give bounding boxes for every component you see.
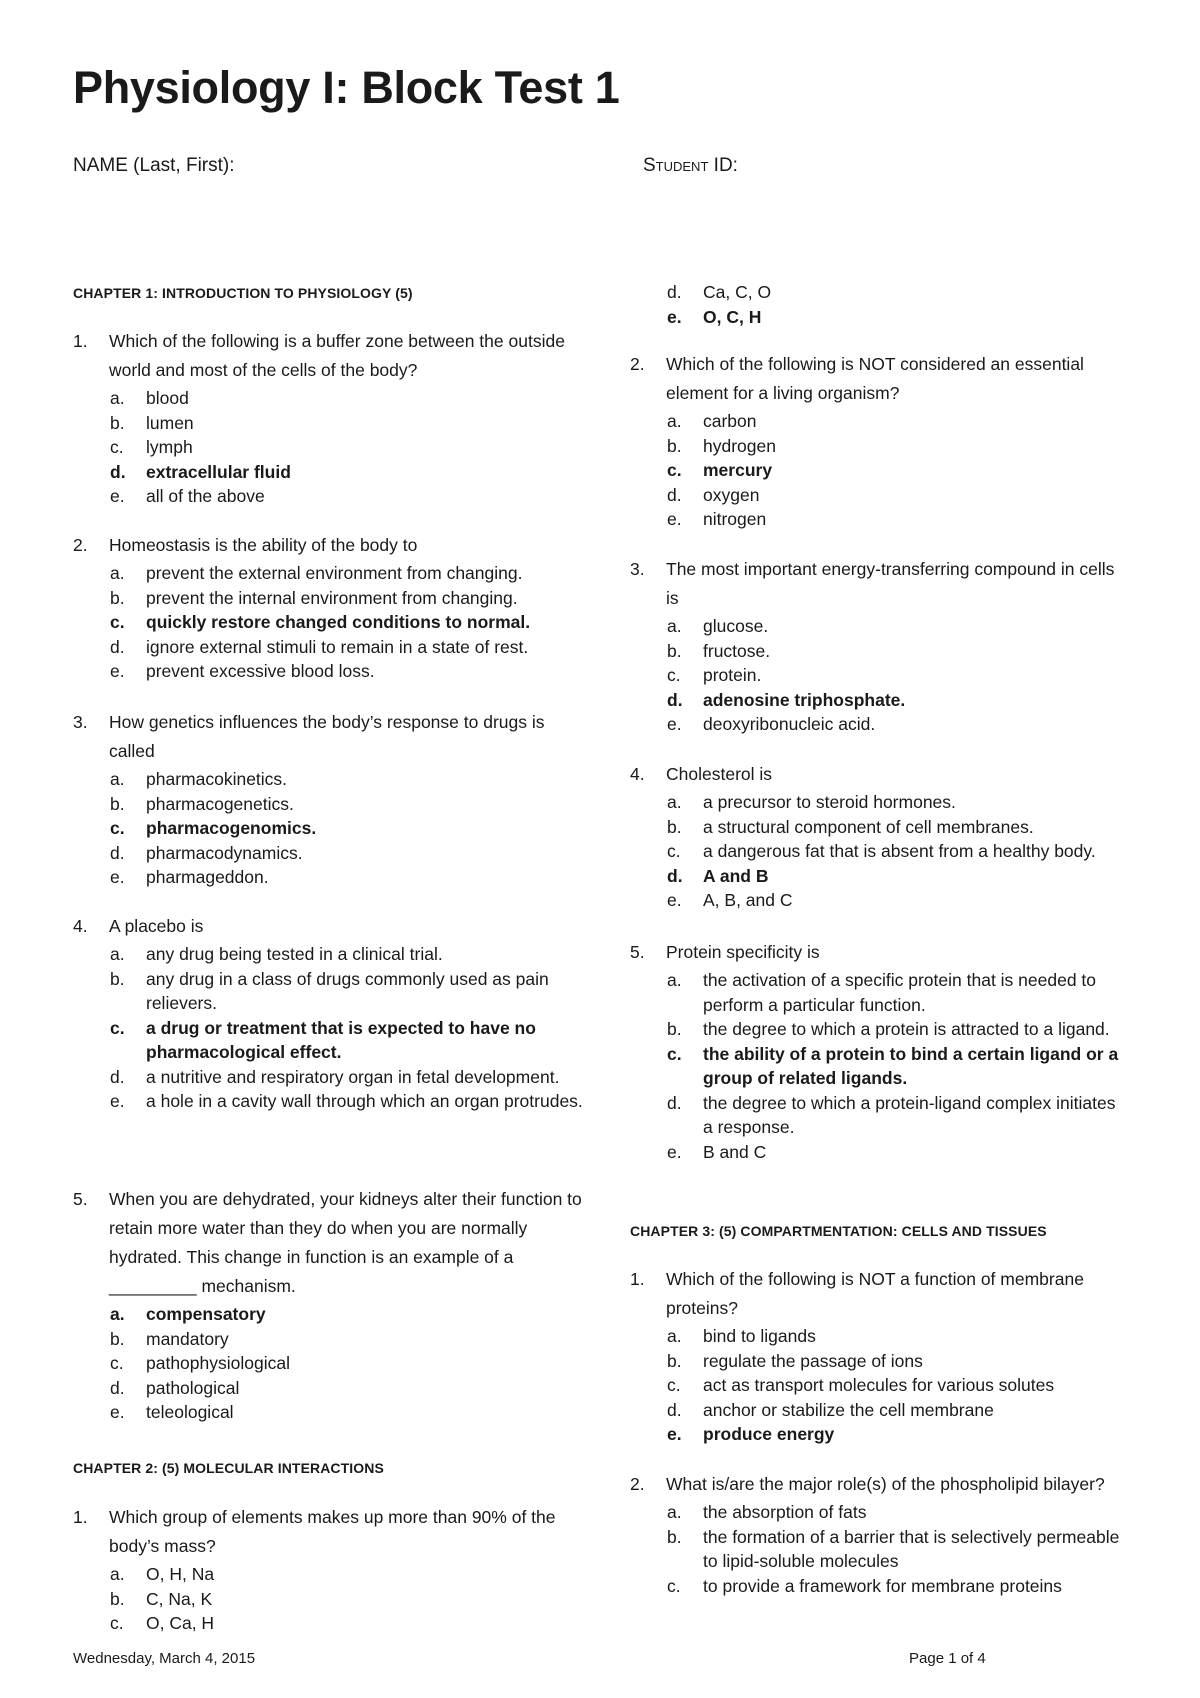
option-text: a nutritive and respiratory organ in fetal development. <box>146 1066 560 1087</box>
chapter-3-heading: CHAPTER 3: (5) COMPARTMENTATION: CELLS AND TISSUES <box>630 1223 1047 1239</box>
option-text: O, Ca, H <box>146 1613 215 1633</box>
option-text: A, B, and C <box>703 890 793 910</box>
option-letter: e. <box>667 714 682 734</box>
question-text: A placebo is <box>109 916 204 936</box>
option-text: the formation of a barrier that is selectively permeable to lipid-soluble molecules <box>703 1526 1120 1571</box>
answer-options <box>630 1500 1130 1598</box>
answer-option-correct <box>630 688 1130 713</box>
option-letter: b. <box>110 1588 125 1609</box>
option-letter: b. <box>667 1019 682 1039</box>
question-number: 1. <box>73 331 88 351</box>
option-text: pathological <box>146 1377 240 1398</box>
footer-page-number: Page 1 of 4 <box>909 1650 986 1667</box>
option-text: a hole in a cavity wall through which an organ protrudes. <box>146 1091 583 1111</box>
answer-option-correct <box>630 305 1130 330</box>
option-text: a structural component of cell membranes. <box>703 816 1034 837</box>
question-number: 2. <box>630 1474 645 1494</box>
question-number: 1. <box>630 1269 645 1289</box>
question <box>73 1503 593 1636</box>
option-text: produce energy <box>703 1424 835 1444</box>
name-label-text: NAME (Last, First): <box>73 155 235 176</box>
option-letter: e. <box>667 306 682 327</box>
option-text: B and C <box>703 1141 767 1162</box>
option-text: prevent the external environment from changing. <box>146 563 523 583</box>
option-letter: e. <box>667 890 682 910</box>
option-text: deoxyribonucleic acid. <box>703 714 876 734</box>
question <box>630 1470 1130 1598</box>
option-letter: d. <box>667 1399 682 1420</box>
answer-option <box>73 586 593 611</box>
question <box>73 531 593 684</box>
answer-option <box>630 1349 1130 1374</box>
option-text: a drug or treatment that is expected to have no pharmacological effect. <box>146 1017 536 1062</box>
option-letter: d. <box>667 484 682 505</box>
answer-option <box>630 280 1130 305</box>
answer-option <box>73 1351 593 1376</box>
option-letter: e. <box>110 486 125 506</box>
answer-options <box>73 1562 593 1636</box>
option-text: pharmacokinetics. <box>146 769 288 789</box>
question-text: Which of the following is NOT a function of membrane proteins? <box>666 1269 1084 1318</box>
student-id-label <box>643 155 738 177</box>
option-text: the degree to which a protein-ligand complex initiates a response. <box>703 1092 1116 1137</box>
answer-option <box>630 1017 1130 1042</box>
option-letter: b. <box>110 587 125 608</box>
option-letter: a. <box>667 970 682 990</box>
question <box>630 350 1130 532</box>
answer-option <box>73 1327 593 1352</box>
answer-option <box>73 411 593 436</box>
option-letter: e. <box>110 1091 125 1111</box>
option-text: nitrogen <box>703 509 767 529</box>
option-letter: b. <box>667 1526 682 1547</box>
option-letter: c. <box>667 1375 681 1395</box>
answer-option <box>73 767 593 792</box>
question-number: 2. <box>630 354 645 374</box>
question-text: What is/are the major role(s) of the phospholipid bilayer? <box>666 1474 1105 1494</box>
answer-option <box>630 968 1130 1017</box>
option-text: pharmacogenetics. <box>146 793 294 814</box>
question <box>630 555 1130 737</box>
option-letter: e. <box>110 661 125 681</box>
answer-options <box>630 409 1130 532</box>
student-id-label-text: Student ID: <box>643 155 738 176</box>
answer-option <box>630 1525 1130 1574</box>
option-letter: e. <box>667 509 682 529</box>
question-text: Which group of elements makes up more than 90% of the body’s mass? <box>109 1507 556 1556</box>
option-letter: b. <box>667 816 682 837</box>
answer-option <box>630 1574 1130 1599</box>
answer-option <box>73 561 593 586</box>
option-text: prevent the internal environment from changing. <box>146 587 518 608</box>
answer-option <box>630 1140 1130 1165</box>
question-text: Cholesterol is <box>666 764 773 784</box>
answer-option <box>630 639 1130 664</box>
option-text: any drug being tested in a clinical trial. <box>146 944 443 964</box>
question-number: 4. <box>630 764 645 784</box>
option-text: protein. <box>703 665 762 685</box>
question-number: 1. <box>73 1507 88 1527</box>
option-text: O, C, H <box>703 306 762 327</box>
answer-option <box>630 663 1130 688</box>
option-letter: d. <box>110 1066 125 1087</box>
option-letter: b. <box>667 640 682 661</box>
option-text: the ability of a protein to bind a certain ligand or a group of related ligands. <box>703 1043 1119 1088</box>
question-number: 5. <box>73 1189 88 1209</box>
answer-option <box>73 435 593 460</box>
answer-option <box>73 865 593 890</box>
option-letter: c. <box>110 818 125 838</box>
option-text: to provide a framework for membrane proteins <box>703 1575 1062 1596</box>
answer-options <box>630 968 1130 1164</box>
option-letter: a. <box>110 563 125 583</box>
answer-option-correct <box>630 458 1130 483</box>
option-text: mercury <box>703 460 773 480</box>
chapter-1-heading: CHAPTER 1: INTRODUCTION TO PHYSIOLOGY (5) <box>73 285 413 301</box>
answer-option <box>73 942 593 967</box>
option-letter: b. <box>667 435 682 456</box>
question-text: Which of the following is a buffer zone between the outside world and most of the cells of the body? <box>109 331 565 380</box>
question-continued <box>630 279 1130 329</box>
question <box>73 708 593 890</box>
answer-option <box>630 409 1130 434</box>
option-text: fructose. <box>703 640 771 661</box>
option-letter: b. <box>667 1350 682 1371</box>
answer-option-correct <box>73 610 593 635</box>
answer-option <box>73 386 593 411</box>
option-letter: a. <box>667 411 682 431</box>
answer-option <box>630 614 1130 639</box>
option-text: ignore external stimuli to remain in a state of rest. <box>146 636 529 657</box>
option-letter: b. <box>110 968 125 989</box>
question-text: Which of the following is NOT considered an essential element for a living organism? <box>666 354 1084 403</box>
question <box>630 760 1130 913</box>
answer-option <box>630 888 1130 913</box>
answer-option <box>73 484 593 509</box>
option-text: act as transport molecules for various solutes <box>703 1375 1055 1395</box>
question <box>630 938 1130 1164</box>
answer-option <box>73 841 593 866</box>
option-text: pathophysiological <box>146 1353 290 1373</box>
option-text: the absorption of fats <box>703 1502 867 1522</box>
question-text: When you are dehydrated, your kidneys alter their function to retain more water than they do when you are normally hydrated. This change in function is an example of a _________ mechanism. <box>109 1189 582 1296</box>
option-text: O, H, Na <box>146 1564 215 1584</box>
option-text: pharmacogenomics. <box>146 818 317 838</box>
answer-options <box>73 386 593 509</box>
option-letter: b. <box>110 1328 125 1349</box>
question-stem <box>73 531 593 560</box>
option-text: pharmageddon. <box>146 867 269 887</box>
answer-option <box>630 790 1130 815</box>
answer-option-correct <box>630 1042 1130 1091</box>
answer-options <box>73 1302 593 1425</box>
option-text: hydrogen <box>703 435 776 456</box>
option-letter: e. <box>667 1424 682 1444</box>
option-letter: a. <box>110 1304 125 1324</box>
answer-option <box>73 659 593 684</box>
option-letter: c. <box>110 1353 124 1373</box>
answer-option <box>630 434 1130 459</box>
option-text: any drug in a class of drugs commonly used as pain relievers. <box>146 968 549 1013</box>
option-letter: e. <box>110 867 125 887</box>
option-letter: e. <box>667 1141 682 1162</box>
answer-option-correct <box>73 1302 593 1327</box>
option-text: the degree to which a protein is attracted to a ligand. <box>703 1019 1110 1039</box>
option-letter: d. <box>110 1377 125 1398</box>
option-text: regulate the passage of ions <box>703 1350 923 1371</box>
option-letter: c. <box>110 1613 124 1633</box>
option-text: lumen <box>146 412 194 433</box>
answer-option <box>73 967 593 1016</box>
answer-option-correct <box>630 864 1130 889</box>
question-stem <box>73 1185 593 1301</box>
option-letter: d. <box>110 636 125 657</box>
option-letter: a. <box>667 616 682 636</box>
option-letter: a. <box>110 769 125 789</box>
question-stem <box>73 912 593 941</box>
question-stem <box>73 1503 593 1561</box>
name-label <box>73 155 235 177</box>
option-text: extracellular fluid <box>146 461 291 482</box>
option-text: the activation of a specific protein that is needed to perform a particular function. <box>703 970 1097 1015</box>
answer-option <box>73 1400 593 1425</box>
option-letter: a. <box>667 792 682 812</box>
option-letter: a. <box>110 388 125 408</box>
answer-options <box>73 561 593 684</box>
answer-option <box>73 1376 593 1401</box>
answer-option <box>73 1065 593 1090</box>
answer-option <box>73 635 593 660</box>
option-letter: b. <box>110 793 125 814</box>
option-text: prevent excessive blood loss. <box>146 661 375 681</box>
answer-option <box>630 1398 1130 1423</box>
question <box>630 1265 1130 1447</box>
answer-option <box>73 1089 593 1114</box>
option-letter: c. <box>667 665 681 685</box>
question-number: 2. <box>73 535 88 555</box>
option-letter: d. <box>667 1092 682 1113</box>
answer-options <box>630 1324 1130 1447</box>
question-stem <box>630 1470 1130 1499</box>
answer-option <box>630 1324 1130 1349</box>
question-stem <box>630 350 1130 408</box>
answer-option <box>73 1562 593 1587</box>
option-text: compensatory <box>146 1304 266 1324</box>
option-text: blood <box>146 388 189 408</box>
option-text: quickly restore changed conditions to normal. <box>146 612 531 632</box>
page-title: Physiology I: Block Test 1 <box>73 62 620 113</box>
option-text: mandatory <box>146 1328 229 1349</box>
footer-date: Wednesday, March 4, 2015 <box>73 1650 256 1667</box>
option-letter: c. <box>667 460 682 480</box>
question-number: 3. <box>630 559 645 579</box>
option-letter: a. <box>110 944 125 964</box>
option-text: glucose. <box>703 616 769 636</box>
answer-option <box>73 1587 593 1612</box>
option-letter: d. <box>667 865 683 886</box>
option-text: C, Na, K <box>146 1588 213 1609</box>
question-stem <box>630 1265 1130 1323</box>
option-text: carbon <box>703 411 757 431</box>
option-letter: c. <box>667 841 681 861</box>
question-text: Homeostasis is the ability of the body to <box>109 535 418 555</box>
question-number: 4. <box>73 916 88 936</box>
answer-options <box>630 790 1130 913</box>
option-letter: d. <box>667 689 683 710</box>
answer-option <box>73 792 593 817</box>
question-stem <box>630 760 1130 789</box>
option-text: adenosine triphosphate. <box>703 689 906 710</box>
answer-option <box>630 712 1130 737</box>
option-letter: a. <box>667 1326 682 1346</box>
option-letter: b. <box>110 412 125 433</box>
answer-option <box>630 1500 1130 1525</box>
answer-option <box>630 1091 1130 1140</box>
option-text: lymph <box>146 437 193 457</box>
question-number: 5. <box>630 942 645 962</box>
question-stem <box>630 938 1130 967</box>
option-letter: a. <box>667 1502 682 1522</box>
question-text: Protein specificity is <box>666 942 820 962</box>
question-number: 3. <box>73 712 88 732</box>
option-text: all of the above <box>146 486 265 506</box>
question <box>73 327 593 509</box>
option-text: oxygen <box>703 484 760 505</box>
answer-option <box>630 839 1130 864</box>
answer-options <box>73 942 593 1114</box>
answer-option <box>73 1611 593 1636</box>
option-letter: c. <box>110 437 124 457</box>
option-text: A and B <box>703 865 769 886</box>
question-stem <box>73 327 593 385</box>
answer-options <box>73 767 593 890</box>
option-letter: d. <box>110 461 126 482</box>
option-text: bind to ligands <box>703 1326 816 1346</box>
option-text: pharmacodynamics. <box>146 842 303 863</box>
option-letter: c. <box>667 1575 681 1596</box>
answer-option-correct <box>73 460 593 485</box>
option-text: a dangerous fat that is absent from a healthy body. <box>703 841 1096 861</box>
option-text: anchor or stabilize the cell membrane <box>703 1399 994 1420</box>
question-stem <box>73 708 593 766</box>
answer-option <box>630 483 1130 508</box>
option-letter: d. <box>667 282 682 302</box>
answer-option-correct <box>73 1016 593 1065</box>
question <box>73 912 593 1114</box>
option-letter: a. <box>110 1564 125 1584</box>
option-letter: c. <box>110 612 125 632</box>
option-text: Ca, C, O <box>703 282 772 302</box>
answer-options <box>630 280 1130 329</box>
answer-option-correct <box>73 816 593 841</box>
answer-option <box>630 1373 1130 1398</box>
chapter-2-heading: CHAPTER 2: (5) MOLECULAR INTERACTIONS <box>73 1460 384 1476</box>
option-text: teleological <box>146 1402 234 1422</box>
option-letter: e. <box>110 1402 125 1422</box>
question-stem <box>630 555 1130 613</box>
answer-options <box>630 614 1130 737</box>
answer-option <box>630 815 1130 840</box>
question-text: The most important energy-transferring compound in cells is <box>666 559 1115 608</box>
option-letter: c. <box>667 1043 682 1064</box>
option-text: a precursor to steroid hormones. <box>703 792 956 812</box>
answer-option <box>630 507 1130 532</box>
question-text: How genetics influences the body’s response to drugs is called <box>109 712 545 761</box>
option-letter: d. <box>110 842 125 863</box>
answer-option-correct <box>630 1422 1130 1447</box>
option-letter: c. <box>110 1017 125 1038</box>
question <box>73 1185 593 1425</box>
